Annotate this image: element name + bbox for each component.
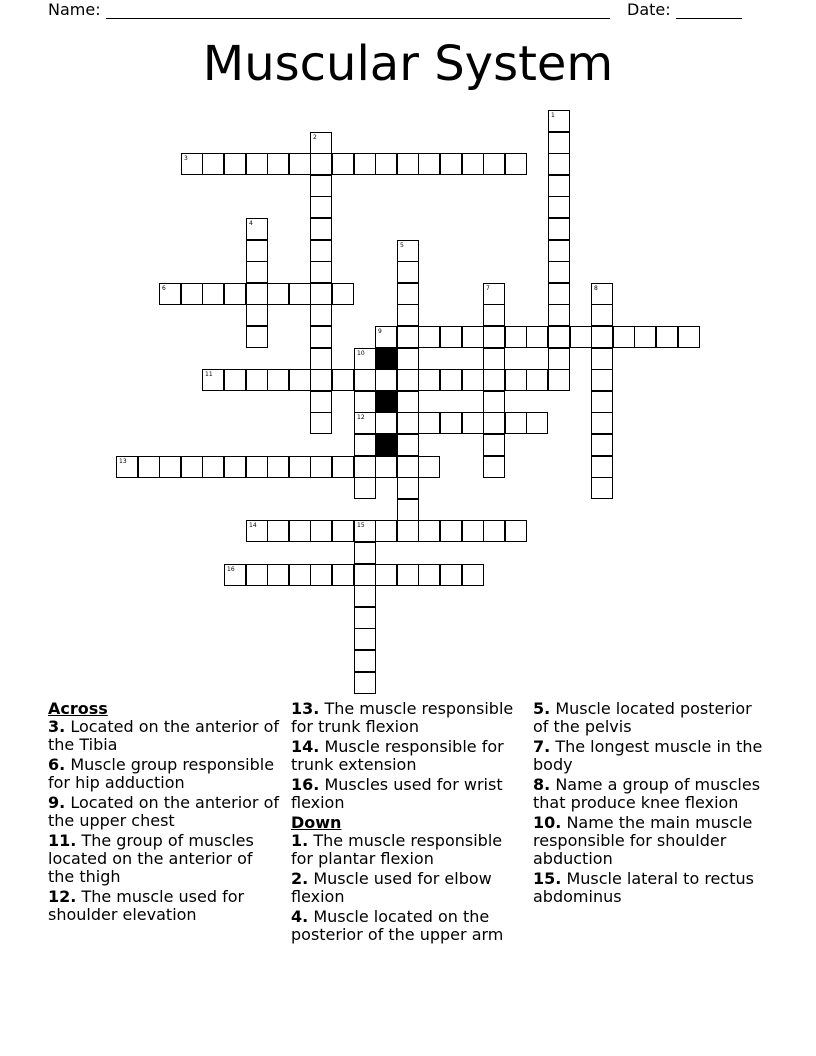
grid-cell[interactable] bbox=[483, 304, 505, 326]
clue-across-12: 12. The muscle used for shoulder elevation bbox=[48, 887, 245, 924]
grid-cell[interactable] bbox=[375, 412, 397, 434]
clue-across-13: 13. The muscle responsible for trunk flexion bbox=[291, 699, 514, 736]
grid-cell[interactable] bbox=[332, 283, 354, 305]
clues-column-1 bbox=[48, 700, 283, 926]
grid-cell[interactable] bbox=[246, 456, 268, 478]
grid-cell[interactable] bbox=[397, 564, 419, 586]
grid-cell[interactable] bbox=[591, 456, 613, 478]
grid-cell[interactable] bbox=[418, 412, 440, 434]
grid-cell[interactable] bbox=[440, 153, 462, 175]
grid-cell[interactable] bbox=[310, 132, 332, 154]
grid-cell[interactable] bbox=[267, 456, 289, 478]
grid-cell[interactable] bbox=[462, 412, 484, 434]
grid-cell[interactable] bbox=[548, 326, 570, 348]
grid-cell[interactable] bbox=[526, 326, 548, 348]
clue-number: 6 bbox=[162, 285, 166, 292]
clue-number: 12 bbox=[357, 414, 365, 421]
page-title: Muscular System bbox=[202, 36, 614, 92]
clue-across-14: 14. Muscle responsible for trunk extension bbox=[291, 737, 504, 774]
grid-cell[interactable] bbox=[397, 240, 419, 262]
grid-cell[interactable] bbox=[397, 261, 419, 283]
grid-cell[interactable] bbox=[224, 153, 246, 175]
grid-cell[interactable] bbox=[375, 326, 397, 348]
grid-cell[interactable] bbox=[418, 564, 440, 586]
clue-number: 13 bbox=[119, 458, 127, 465]
grid-cell[interactable] bbox=[332, 520, 354, 542]
grid-cell[interactable] bbox=[591, 348, 613, 370]
grid-cell[interactable] bbox=[418, 456, 440, 478]
clues-column-3 bbox=[533, 700, 768, 908]
clue-number: 15 bbox=[357, 522, 365, 529]
grid-cell[interactable] bbox=[548, 153, 570, 175]
grid-cell[interactable] bbox=[202, 153, 224, 175]
grid-cell[interactable] bbox=[397, 477, 419, 499]
grid-cell[interactable] bbox=[678, 326, 700, 348]
grid-cell[interactable] bbox=[181, 153, 203, 175]
grid-cell[interactable] bbox=[548, 218, 570, 240]
clue-down-10: 10. Name the main muscle responsible for shoulder abduction bbox=[533, 813, 753, 868]
grid-cell[interactable] bbox=[289, 520, 311, 542]
grid-cell[interactable] bbox=[656, 326, 678, 348]
grid-cell[interactable] bbox=[310, 304, 332, 326]
grid-cell[interactable] bbox=[418, 520, 440, 542]
grid-cell[interactable] bbox=[224, 456, 246, 478]
grid-cell[interactable] bbox=[397, 456, 419, 478]
grid-cell[interactable] bbox=[613, 326, 635, 348]
grid-cell-black bbox=[375, 434, 397, 456]
grid-cell-black bbox=[375, 348, 397, 370]
clue-down-4: 4. Muscle located on the posterior of the upper arm bbox=[291, 907, 504, 944]
grid-cell[interactable] bbox=[483, 369, 505, 391]
grid-cell[interactable] bbox=[202, 369, 224, 391]
grid-cell[interactable] bbox=[354, 628, 376, 650]
grid-cell[interactable] bbox=[289, 283, 311, 305]
grid-cell[interactable] bbox=[483, 283, 505, 305]
grid-cell[interactable] bbox=[375, 520, 397, 542]
grid-cell[interactable] bbox=[440, 412, 462, 434]
grid-cell[interactable] bbox=[591, 326, 613, 348]
grid-cell[interactable] bbox=[397, 391, 419, 413]
grid-cell[interactable] bbox=[375, 456, 397, 478]
grid-cell[interactable] bbox=[375, 153, 397, 175]
grid-cell[interactable] bbox=[310, 369, 332, 391]
grid-cell[interactable] bbox=[548, 132, 570, 154]
grid-cell[interactable] bbox=[310, 175, 332, 197]
grid-cell[interactable] bbox=[159, 283, 181, 305]
clues-column-2 bbox=[291, 700, 523, 946]
grid-cell[interactable] bbox=[591, 434, 613, 456]
grid-cell[interactable] bbox=[332, 153, 354, 175]
grid-cell[interactable] bbox=[440, 520, 462, 542]
grid-cell[interactable] bbox=[591, 412, 613, 434]
date-label: Date: bbox=[627, 0, 671, 19]
grid-cell[interactable] bbox=[310, 520, 332, 542]
grid-cell[interactable] bbox=[591, 369, 613, 391]
clue-number: 1 bbox=[551, 112, 555, 119]
grid-cell[interactable] bbox=[332, 564, 354, 586]
grid-cell[interactable] bbox=[354, 369, 376, 391]
clue-down-15: 15. Muscle lateral to rectus abdominus bbox=[533, 869, 754, 906]
grid-cell[interactable] bbox=[267, 520, 289, 542]
grid-cell-black bbox=[375, 391, 397, 413]
grid-cell[interactable] bbox=[310, 456, 332, 478]
grid-cell[interactable] bbox=[483, 391, 505, 413]
grid-cell[interactable] bbox=[526, 412, 548, 434]
clue-across-9: 9. Located on the anterior of the upper chest bbox=[48, 793, 280, 830]
grid-cell[interactable] bbox=[397, 499, 419, 521]
grid-cell[interactable] bbox=[354, 434, 376, 456]
clue-across-3: 3. Located on the anterior of the Tibia bbox=[48, 717, 280, 754]
grid-cell[interactable] bbox=[483, 348, 505, 370]
grid-cell[interactable] bbox=[354, 456, 376, 478]
grid-cell[interactable] bbox=[267, 283, 289, 305]
grid-cell[interactable] bbox=[354, 585, 376, 607]
grid-cell[interactable] bbox=[310, 412, 332, 434]
grid-cell[interactable] bbox=[462, 564, 484, 586]
grid-cell[interactable] bbox=[591, 304, 613, 326]
grid-cell[interactable] bbox=[397, 326, 419, 348]
grid-cell[interactable] bbox=[397, 304, 419, 326]
grid-cell[interactable] bbox=[246, 153, 268, 175]
clue-across-16: 16. Muscles used for wrist flexion bbox=[291, 775, 503, 812]
grid-cell[interactable] bbox=[310, 326, 332, 348]
grid-cell[interactable] bbox=[354, 348, 376, 370]
down-heading: Down bbox=[291, 813, 342, 832]
grid-cell[interactable] bbox=[354, 650, 376, 672]
grid-cell[interactable] bbox=[267, 153, 289, 175]
grid-cell[interactable] bbox=[224, 564, 246, 586]
clue-number: 7 bbox=[486, 285, 490, 292]
grid-cell[interactable] bbox=[505, 369, 527, 391]
grid-cell[interactable] bbox=[267, 564, 289, 586]
grid-cell[interactable] bbox=[440, 326, 462, 348]
grid-cell[interactable] bbox=[397, 434, 419, 456]
grid-cell[interactable] bbox=[354, 153, 376, 175]
grid-cell[interactable] bbox=[397, 412, 419, 434]
grid-cell[interactable] bbox=[548, 304, 570, 326]
grid-cell[interactable] bbox=[246, 369, 268, 391]
clue-down-2: 2. Muscle used for elbow flexion bbox=[291, 869, 492, 906]
grid-cell[interactable] bbox=[289, 564, 311, 586]
grid-cell[interactable] bbox=[548, 283, 570, 305]
grid-cell[interactable] bbox=[397, 283, 419, 305]
grid-cell[interactable] bbox=[354, 607, 376, 629]
grid-cell[interactable] bbox=[483, 456, 505, 478]
grid-cell[interactable] bbox=[548, 240, 570, 262]
grid-cell[interactable] bbox=[116, 456, 138, 478]
grid-cell[interactable] bbox=[224, 283, 246, 305]
clue-number: 14 bbox=[249, 522, 257, 529]
clue-number: 9 bbox=[378, 328, 382, 335]
grid-cell[interactable] bbox=[397, 348, 419, 370]
clue-down-1: 1. The muscle responsible for plantar flexion bbox=[291, 831, 503, 868]
grid-cell[interactable] bbox=[332, 369, 354, 391]
grid-cell[interactable] bbox=[202, 456, 224, 478]
clue-across-6: 6. Muscle group responsible for hip adduction bbox=[48, 755, 275, 792]
clue-number: 4 bbox=[249, 220, 253, 227]
grid-cell[interactable] bbox=[267, 369, 289, 391]
grid-cell[interactable] bbox=[526, 369, 548, 391]
grid-cell[interactable] bbox=[397, 520, 419, 542]
grid-cell[interactable] bbox=[634, 326, 656, 348]
grid-cell[interactable] bbox=[591, 283, 613, 305]
grid-cell[interactable] bbox=[159, 456, 181, 478]
grid-cell[interactable] bbox=[310, 218, 332, 240]
grid-cell[interactable] bbox=[289, 153, 311, 175]
grid-cell[interactable] bbox=[505, 326, 527, 348]
grid-cell[interactable] bbox=[181, 283, 203, 305]
clue-across-11: 11. The group of muscles located on the anterior of the thigh bbox=[48, 831, 254, 886]
grid-cell[interactable] bbox=[289, 456, 311, 478]
grid-cell[interactable] bbox=[548, 261, 570, 283]
grid-cell[interactable] bbox=[332, 456, 354, 478]
grid-cell[interactable] bbox=[483, 520, 505, 542]
grid-cell[interactable] bbox=[548, 175, 570, 197]
grid-cell[interactable] bbox=[462, 369, 484, 391]
grid-cell[interactable] bbox=[483, 153, 505, 175]
grid-cell[interactable] bbox=[505, 412, 527, 434]
grid-cell[interactable] bbox=[483, 434, 505, 456]
grid-cell[interactable] bbox=[246, 283, 268, 305]
grid-cell[interactable] bbox=[354, 477, 376, 499]
grid-cell[interactable] bbox=[483, 412, 505, 434]
grid-cell[interactable] bbox=[418, 369, 440, 391]
name-label: Name: bbox=[48, 0, 101, 19]
clue-number: 8 bbox=[594, 285, 598, 292]
grid-cell[interactable] bbox=[224, 369, 246, 391]
grid-cell[interactable] bbox=[591, 391, 613, 413]
grid-cell[interactable] bbox=[354, 391, 376, 413]
clue-number: 3 bbox=[184, 155, 188, 162]
grid-cell[interactable] bbox=[462, 520, 484, 542]
grid-cell[interactable] bbox=[310, 348, 332, 370]
grid-cell[interactable] bbox=[246, 240, 268, 262]
grid-cell[interactable] bbox=[548, 369, 570, 391]
grid-cell[interactable] bbox=[354, 564, 376, 586]
grid-cell[interactable] bbox=[505, 520, 527, 542]
clue-number: 11 bbox=[205, 371, 213, 378]
grid-cell[interactable] bbox=[354, 542, 376, 564]
grid-cell[interactable] bbox=[181, 456, 203, 478]
grid-cell[interactable] bbox=[246, 520, 268, 542]
grid-cell[interactable] bbox=[591, 477, 613, 499]
grid-cell[interactable] bbox=[462, 153, 484, 175]
grid-cell[interactable] bbox=[548, 196, 570, 218]
clue-number: 5 bbox=[400, 242, 404, 249]
grid-cell[interactable] bbox=[310, 283, 332, 305]
clue-number: 2 bbox=[313, 134, 317, 141]
grid-cell[interactable] bbox=[310, 153, 332, 175]
grid-cell[interactable] bbox=[548, 110, 570, 132]
grid-cell[interactable] bbox=[310, 391, 332, 413]
clue-number: 16 bbox=[227, 566, 235, 573]
clue-down-5: 5. Muscle located posterior of the pelvis bbox=[533, 699, 752, 736]
grid-cell[interactable] bbox=[310, 240, 332, 262]
grid-cell[interactable] bbox=[138, 456, 160, 478]
grid-cell[interactable] bbox=[354, 520, 376, 542]
grid-cell[interactable] bbox=[548, 348, 570, 370]
grid-cell[interactable] bbox=[375, 369, 397, 391]
grid-cell[interactable] bbox=[440, 369, 462, 391]
grid-cell[interactable] bbox=[246, 564, 268, 586]
grid-cell[interactable] bbox=[310, 196, 332, 218]
grid-cell[interactable] bbox=[505, 153, 527, 175]
grid-cell[interactable] bbox=[418, 153, 440, 175]
clue-down-7: 7. The longest muscle in the body bbox=[533, 737, 763, 774]
grid-cell[interactable] bbox=[462, 326, 484, 348]
grid-cell[interactable] bbox=[310, 564, 332, 586]
across-heading: Across bbox=[48, 699, 108, 718]
grid-cell[interactable] bbox=[397, 369, 419, 391]
grid-cell[interactable] bbox=[246, 304, 268, 326]
grid-cell[interactable] bbox=[397, 153, 419, 175]
grid-cell[interactable] bbox=[246, 218, 268, 240]
clue-number: 10 bbox=[357, 350, 365, 357]
grid-cell[interactable] bbox=[246, 326, 268, 348]
grid-cell[interactable] bbox=[310, 261, 332, 283]
grid-cell[interactable] bbox=[354, 672, 376, 694]
clue-down-8: 8. Name a group of muscles that produce knee flexion bbox=[533, 775, 761, 812]
grid-cell[interactable] bbox=[375, 564, 397, 586]
grid-cell[interactable] bbox=[354, 412, 376, 434]
grid-cell[interactable] bbox=[246, 261, 268, 283]
grid-cell[interactable] bbox=[483, 326, 505, 348]
grid-cell[interactable] bbox=[418, 326, 440, 348]
grid-cell[interactable] bbox=[570, 326, 592, 348]
grid-cell[interactable] bbox=[289, 369, 311, 391]
grid-cell[interactable] bbox=[440, 564, 462, 586]
grid-cell[interactable] bbox=[202, 283, 224, 305]
